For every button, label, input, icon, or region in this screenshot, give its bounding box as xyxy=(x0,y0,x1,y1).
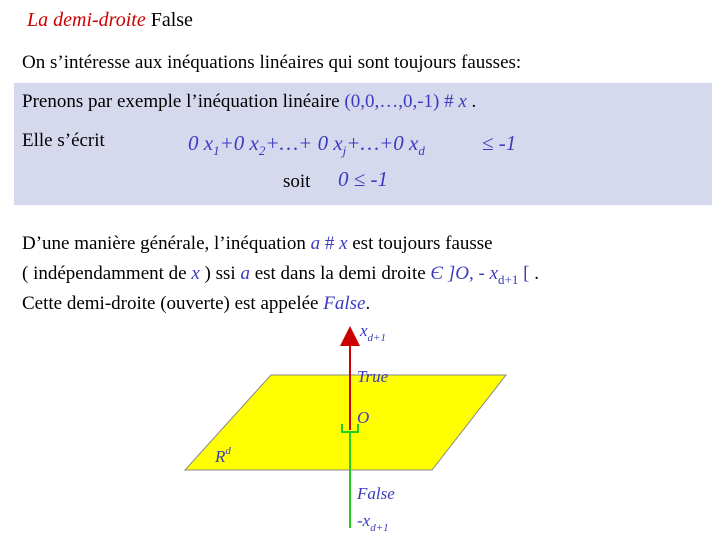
p2-text: ( indépendamment de xyxy=(22,263,192,284)
p2-x: x xyxy=(191,263,200,284)
p2-rest: est dans la demi droite xyxy=(249,263,431,284)
formula-term-1: 0 x xyxy=(188,131,214,155)
example-end: . xyxy=(466,91,477,112)
p1-text: D’une manière générale, l’inéquation xyxy=(22,233,311,254)
p1-x: x xyxy=(339,233,348,254)
p2-interval-end: [ xyxy=(518,263,530,284)
p3-text: Cette demi-droite (ouverte) est appelée xyxy=(22,293,324,314)
elle-label: Elle s’écrit xyxy=(22,130,105,151)
bottom-axis-label: $-x_{d+1}$ xyxy=(357,511,389,534)
formula-term-d: +…+0 x xyxy=(346,131,419,155)
example-vector: (0,0,…,0,-1) xyxy=(344,91,440,112)
p3-end: . xyxy=(365,293,371,314)
example-prefix: Prenons par exemple l’inéquation linéaire xyxy=(22,91,345,112)
p2-a-var: a xyxy=(240,263,250,284)
p2-end: . xyxy=(529,263,539,284)
soit-formula: 0 ≤ -1 xyxy=(338,167,389,191)
example-hash: # xyxy=(439,91,459,112)
top-axis-label: $x_{d+1}$ xyxy=(360,321,386,344)
p1-rest: est toujours fausse xyxy=(347,233,493,254)
origin-label: O xyxy=(357,408,370,427)
formula-sub-2: 2 xyxy=(258,143,266,159)
p2-mid: ) ssi xyxy=(199,263,241,284)
soit-label: soit xyxy=(283,171,311,192)
title-italic: La demi-droite xyxy=(27,9,146,31)
hyperplane-shape xyxy=(185,375,506,470)
intro-text: On s’intéresse aux inéquations linéaires qui sont toujours fausses: xyxy=(22,52,522,73)
title-rest: False xyxy=(145,9,193,31)
p1-hash: # xyxy=(320,233,340,254)
false-label: False xyxy=(357,484,395,503)
example-x: x xyxy=(458,91,467,112)
p2-interval: Є ]O, - x xyxy=(430,263,499,284)
formula-sub-1: 1 xyxy=(213,143,220,159)
p2-interval-sub: d+1 xyxy=(498,271,519,287)
space-label: $R^d$ xyxy=(215,445,231,466)
formula-rhs: ≤ -1 xyxy=(482,131,517,155)
formula-term-2: +0 x xyxy=(219,131,259,155)
true-label: True xyxy=(357,367,389,386)
formula-sub-d: d xyxy=(418,143,425,159)
formula-term-j: +…+ 0 x xyxy=(265,131,343,155)
p1-a-var: a xyxy=(310,233,321,254)
p3-false: False xyxy=(323,293,366,314)
formula-sub-j: j xyxy=(342,143,347,159)
